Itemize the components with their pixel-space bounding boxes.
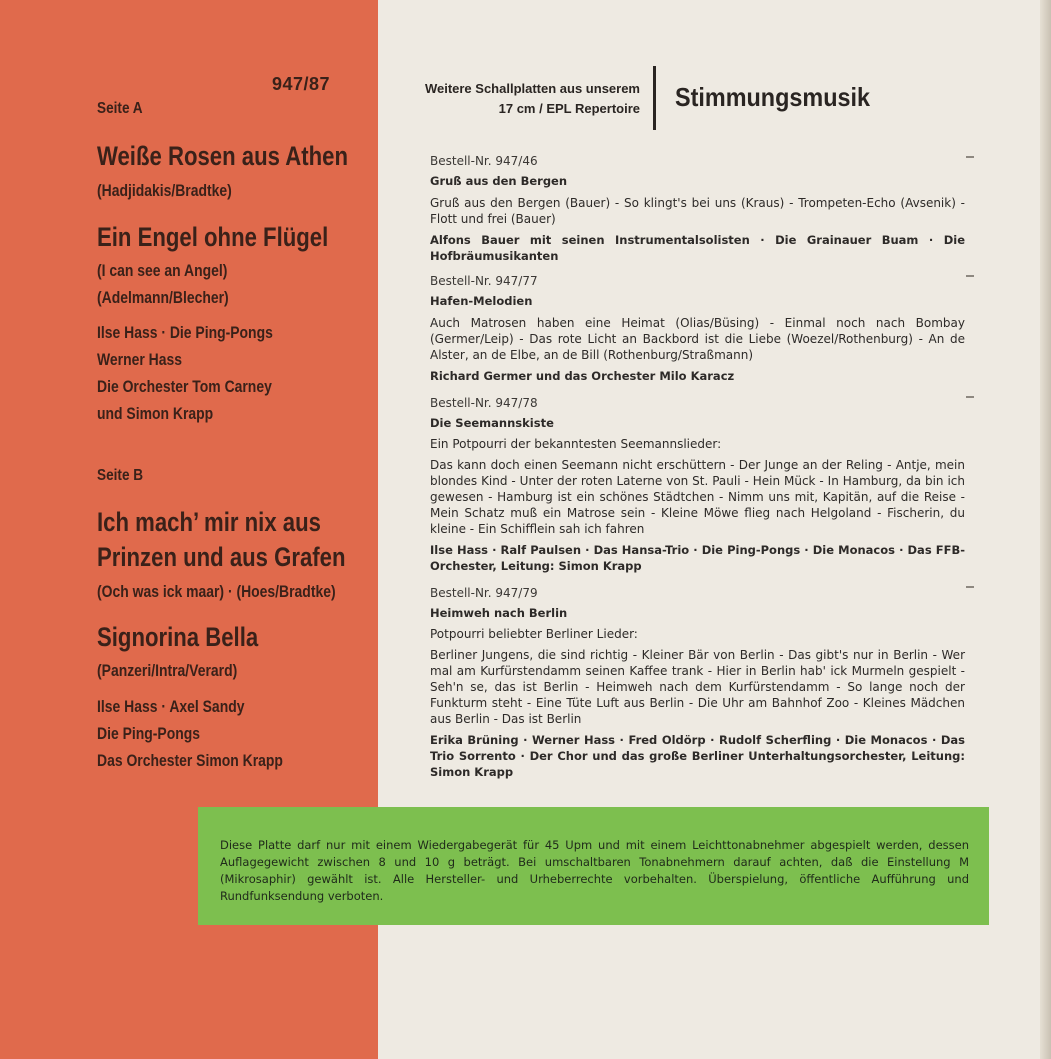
side-b-song1-title-line2: Prinzen und aus Grafen	[97, 542, 346, 572]
entry-intro: Ein Potpourri der bekanntesten Seemannslieder:	[430, 437, 722, 451]
catalog-entry	[430, 154, 965, 264]
side-b-label: Seite B	[97, 467, 144, 484]
entry-tracks: Das kann doch einen Seemann nicht erschüttern - Der Junge an der Reling - Antje, mein blondes Kind - Unter der roten Laterne von St. Pauli - Hein Mück - In Hamburg, da bin ich gewesen - Hamburg ist ein schönes Städtchen - Nimm uns mit, Kapitän, auf die Reise - Mein Schatz muß ein Matrose sein - Kleine Möwe flieg nach Helgoland - Fischerin, du kleine - Ein Schifflein sah ich fahren	[430, 458, 965, 536]
side-a-performer: Werner Hass	[97, 350, 182, 369]
entry-artists: Richard Germer und das Orchester Milo Karacz	[430, 369, 735, 383]
catalog-number: 947/87	[272, 74, 331, 94]
side-b-song2-title: Signorina Bella	[97, 622, 259, 652]
order-number: Bestell-Nr. 947/79	[430, 586, 538, 600]
side-a-performer: Die Orchester Tom Carney	[97, 377, 272, 396]
side-a-song1-credit: (Hadjidakis/Bradtke)	[97, 181, 232, 200]
side-a-song2-subtitle: (I can see an Angel)	[97, 261, 228, 280]
side-a-song1-title: Weiße Rosen aus Athen	[97, 141, 348, 171]
catalog-entry	[430, 586, 965, 780]
side-b-performer: Das Orchester Simon Krapp	[97, 751, 283, 770]
order-number: Bestell-Nr. 947/46	[430, 154, 538, 168]
entry-artists: Erika Brüning · Werner Hass · Fred Oldörp · Rudolf Scherfling · Die Monacos · Das Trio Sorrento · Der Chor und das große Berliner Unterhaltungsorchester, Leitung: Simon Krapp	[430, 733, 965, 779]
entry-intro: Potpourri beliebter Berliner Lieder:	[430, 627, 638, 641]
category-title: Stimmungsmusik	[675, 82, 871, 112]
entry-tracks: Auch Matrosen haben eine Heimat (Olias/Büsing) - Einmal noch nach Bombay (Germer/Leip) - Das rote Licht an Backbord ist die Liebe (Woezel/Rothenburg) - An de Alster, an de Elbe, an de Bill (Rothenburg/Straßmann)	[430, 316, 965, 362]
entry-tracks: Berliner Jungens, die sind richtig - Kleiner Bär von Berlin - Das gibt's nur in Berlin - Wer mal am Kurfürstendamm seinen Kaffee trank - Hier in Berlin hab' ick Murmeln gespielt - Seh'n se, das ist Berlin - Heimweh nach dem Kurfürstendamm - So lange noch der Funkturm steht - Eine Tüte Luft aus Berlin - Die Uhr am Bahnhof Zoo - Kleines Mädchen aus Berlin - Das ist Berlin	[430, 648, 965, 726]
entry-title: Gruß aus den Bergen	[430, 174, 568, 188]
entry-title: Heimweh nach Berlin	[430, 606, 568, 620]
side-a-performer: und Simon Krapp	[97, 404, 214, 423]
header-divider	[653, 66, 656, 130]
side-b-song1-credit: (Och was ick maar) · (Hoes/Bradtke)	[97, 582, 336, 601]
playback-notice: Diese Platte darf nur mit einem Wiedergabegerät für 45 Upm und mit einem Leichttonabnehmer abgespielt werden, dessen Auflagegewicht zwischen 8 und 10 g beträgt. Bei umschaltbaren Tonabnehmern darauf achten, daß die Einstellung M (Mikrosaphir) gewählt ist. Alle Hersteller- und Urheberrechte vorbehalten. Überspielung, öffentliche Aufführung und Rundfunksendung verboten.	[198, 807, 989, 925]
entry-artists: Ilse Hass · Ralf Paulsen · Das Hansa-Trio · Die Ping-Pongs · Die Monacos · Das FFB-Orchester, Leitung: Simon Krapp	[430, 543, 965, 573]
side-b-performer: Ilse Hass · Axel Sandy	[97, 697, 245, 716]
side-b-performer: Die Ping-Pongs	[97, 724, 201, 743]
catalog-entry	[430, 274, 965, 384]
side-a-performer: Ilse Hass · Die Ping-Pongs	[97, 323, 273, 342]
entry-tracks: Gruß aus den Bergen (Bauer) - So klingt's bei uns (Kraus) - Trompeten-Echo (Avsenik) - Flott und frei (Bauer)	[430, 196, 965, 226]
side-a-song2-title: Ein Engel ohne Flügel	[97, 222, 329, 252]
entry-title: Hafen-Melodien	[430, 294, 533, 308]
repertoire-header	[418, 79, 640, 119]
divider-tick	[966, 275, 974, 277]
order-number: Bestell-Nr. 947/77	[430, 274, 538, 288]
divider-tick	[966, 156, 974, 158]
repertoire-line1: Weitere Schallplatten aus unserem	[424, 81, 640, 96]
side-a-label: Seite A	[97, 100, 143, 117]
entry-artists: Alfons Bauer mit seinen Instrumentalsolisten · Die Grainauer Buam · Die Hofbräumusikanten	[430, 233, 965, 263]
entry-title: Die Seemannskiste	[430, 416, 554, 430]
side-a-song2-credit: (Adelmann/Blecher)	[97, 288, 229, 307]
repertoire-line2: 17 cm / EPL Repertoire	[498, 101, 640, 116]
divider-tick	[966, 586, 974, 588]
side-b-song2-credit: (Panzeri/Intra/Verard)	[97, 661, 238, 680]
side-b-song1-title-line1: Ich mach’ mir nix aus	[97, 507, 321, 537]
sleeve-edge	[1040, 0, 1051, 1059]
divider-tick	[966, 396, 974, 398]
order-number: Bestell-Nr. 947/78	[430, 396, 538, 410]
catalog-entry	[430, 396, 965, 574]
